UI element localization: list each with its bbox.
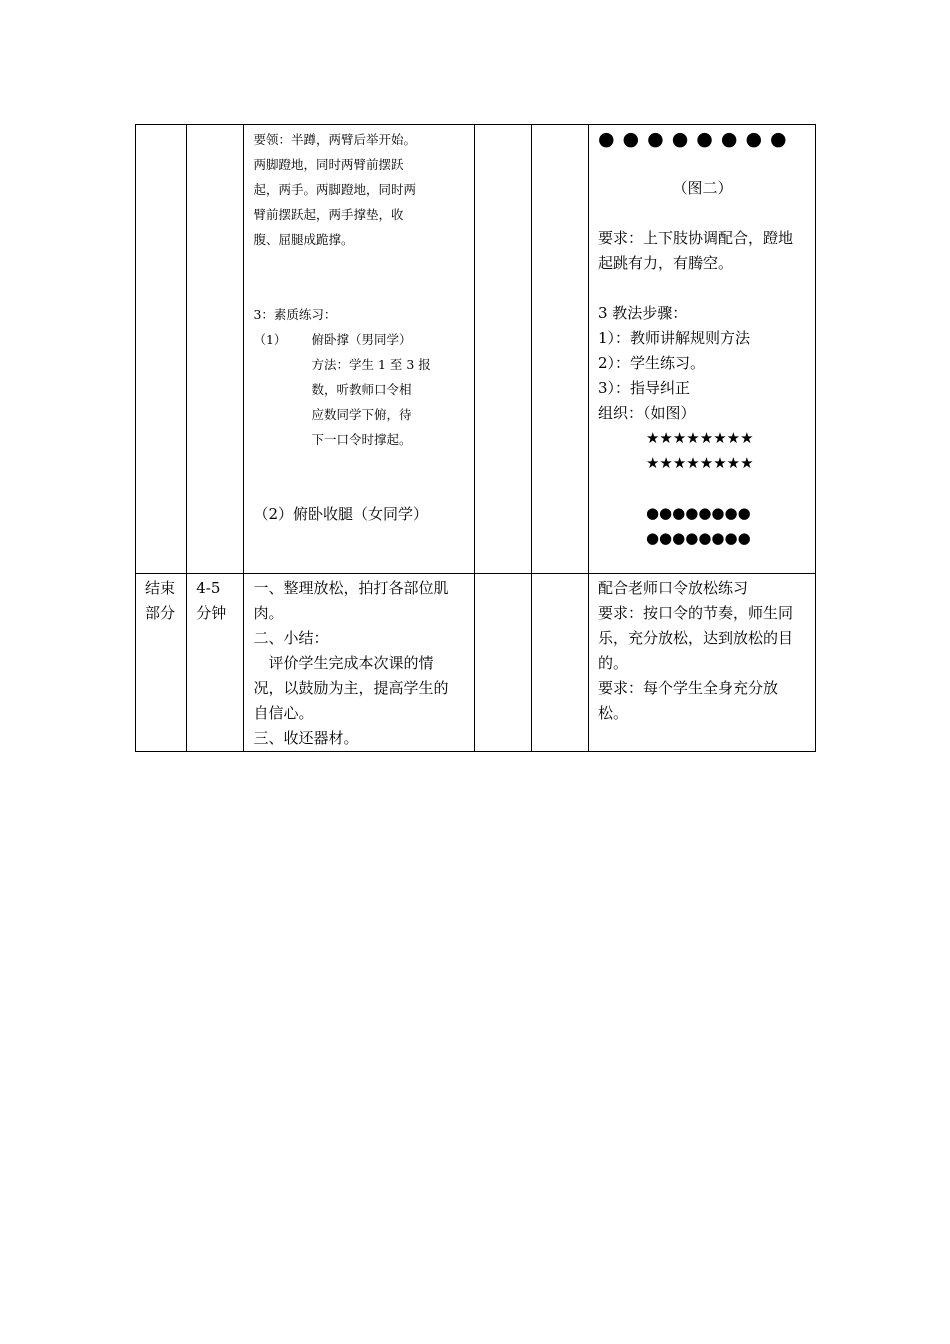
- org-label: 组织：（如图）: [597, 404, 696, 422]
- step: 1）：教师讲解规则方法: [597, 329, 751, 347]
- part-cell: 结束 部分: [136, 574, 187, 752]
- time-cell: 4-5 分钟: [187, 574, 244, 752]
- item2: （2）俯卧收腿（女同学）: [253, 505, 429, 523]
- empty-cell: [531, 574, 588, 752]
- circles-row: ●●●●●●●●: [645, 529, 751, 547]
- empty-cell: [475, 574, 531, 752]
- key-points: 要领：半蹲，两臂后举开始。 两脚蹬地，同时两臂前摆跃 起，两手。两脚蹬地，同时两 臂前摆跃起，两手撑垫，收 腹、屈腿成跪撑。: [253, 132, 416, 247]
- organization-cell: ●●●●●●●● （图二） 要求：上下肢协调配合，蹬地 起跳有力，有腾空。 3 教法步骤： 1）：教师讲解规则方法 2）：学生练习。 3）：指导纠正 组织：（如图） ★★★★★★★★ ★★★★★★★★ ●●●●●●●● ●●●●●●●●: [588, 125, 815, 574]
- section3-title: 3：素质练习：: [253, 307, 337, 322]
- formation-dots: ●●●●●●●●: [597, 128, 795, 150]
- part-cell: [136, 125, 187, 574]
- content-cell: [244, 125, 475, 574]
- circles-row: ●●●●●●●●: [645, 504, 751, 522]
- empty-cell: [475, 125, 531, 574]
- item1: （1） 俯卧撑（男同学）: [253, 332, 412, 347]
- lesson-plan-table: [135, 124, 816, 752]
- content-cell: 一、整理放松，拍打各部位肌 肉。 二、小结： 评价学生完成本次课的情 况，以鼓励为主，提高学生的 自信心。 三、收还器材。: [244, 574, 475, 752]
- table-row: [136, 574, 816, 752]
- empty-cell: [531, 125, 588, 574]
- time-cell: [187, 125, 244, 574]
- requirement: 要求：上下肢协调配合，蹬地: [597, 229, 793, 247]
- step: 2）：学生练习。: [597, 354, 706, 372]
- stars-row: ★★★★★★★★: [645, 454, 754, 472]
- step: 3）：指导纠正: [597, 379, 691, 397]
- figure-caption: （图二）: [672, 179, 733, 197]
- table-row: [136, 125, 816, 574]
- item1-method: 方法：学生 1 至 3 报 数，听教师口令相 应数同学下俯，待 下一口令时撑起。: [311, 357, 431, 447]
- organization-cell: 配合老师口令放松练习 要求：按口令的节奏，师生同 乐，充分放松，达到放松的目 的。 要求：每个学生全身充分放 松。: [588, 574, 815, 752]
- steps-title: 3 教法步骤：: [597, 304, 688, 322]
- stars-row: ★★★★★★★★: [645, 429, 754, 447]
